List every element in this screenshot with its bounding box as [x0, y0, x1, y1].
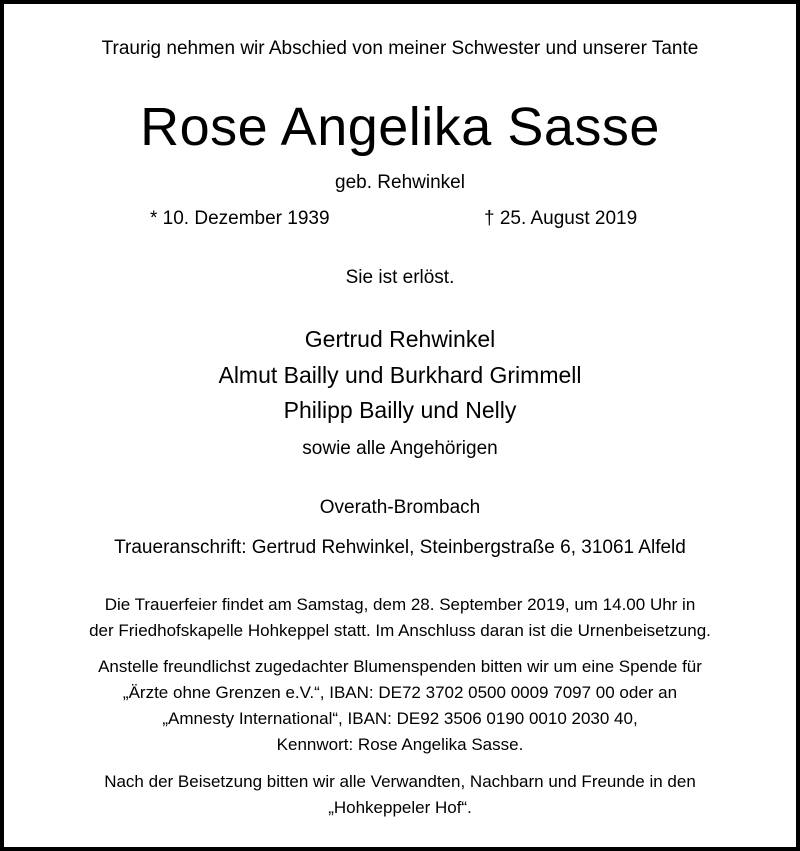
- donation-text: Kennwort: Rose Angelika Sasse.: [276, 735, 524, 754]
- relatives-text: sowie alle Angehörigen: [302, 438, 498, 459]
- intro-text: Traurig nehmen wir Abschied von meiner Schwester und unserer Tante: [101, 38, 699, 59]
- invitation-text: Nach der Beisetzung bitten wir alle Verwandten, Nachbarn und Freunde in den: [104, 772, 696, 791]
- ceremony-text: Die Trauerfeier findet am Samstag, dem 28. September 2019, um 14.00 Uhr in: [104, 595, 696, 614]
- deceased-name: Rose Angelika Sasse: [140, 97, 660, 157]
- birth-name: geb. Rehwinkel: [335, 172, 465, 193]
- donation-text: „Ärzte ohne Grenzen e.V.“, IBAN: DE72 3702 0500 0009 7097 00 oder an: [122, 683, 678, 702]
- released-text: Sie ist erlöst.: [345, 267, 455, 288]
- mourning-address: Traueranschrift: Gertrud Rehwinkel, Steinbergstraße 6, 31061 Alfeld: [114, 537, 686, 558]
- donation-text: Anstelle freundlichst zugedachter Blumenspenden bitten wir um eine Spende für: [98, 657, 702, 676]
- donation-text: „Amnesty International“, IBAN: DE92 3506 0190 0010 2030 40,: [162, 709, 638, 728]
- mourner-name: Almut Bailly und Burkhard Grimmell: [218, 362, 582, 388]
- place-name: Overath-Brombach: [319, 497, 481, 518]
- invitation-text: „Hohkeppeler Hof“.: [328, 798, 472, 817]
- birth-date: * 10. Dezember 1939: [150, 208, 330, 229]
- mourner-name: Gertrud Rehwinkel: [304, 326, 496, 352]
- mourner-name: Philipp Bailly und Nelly: [283, 397, 517, 423]
- death-date: † 25. August 2019: [484, 208, 638, 229]
- ceremony-text: der Friedhofskapelle Hohkeppel statt. Im Anschluss daran ist die Urnenbeisetzung.: [89, 621, 711, 640]
